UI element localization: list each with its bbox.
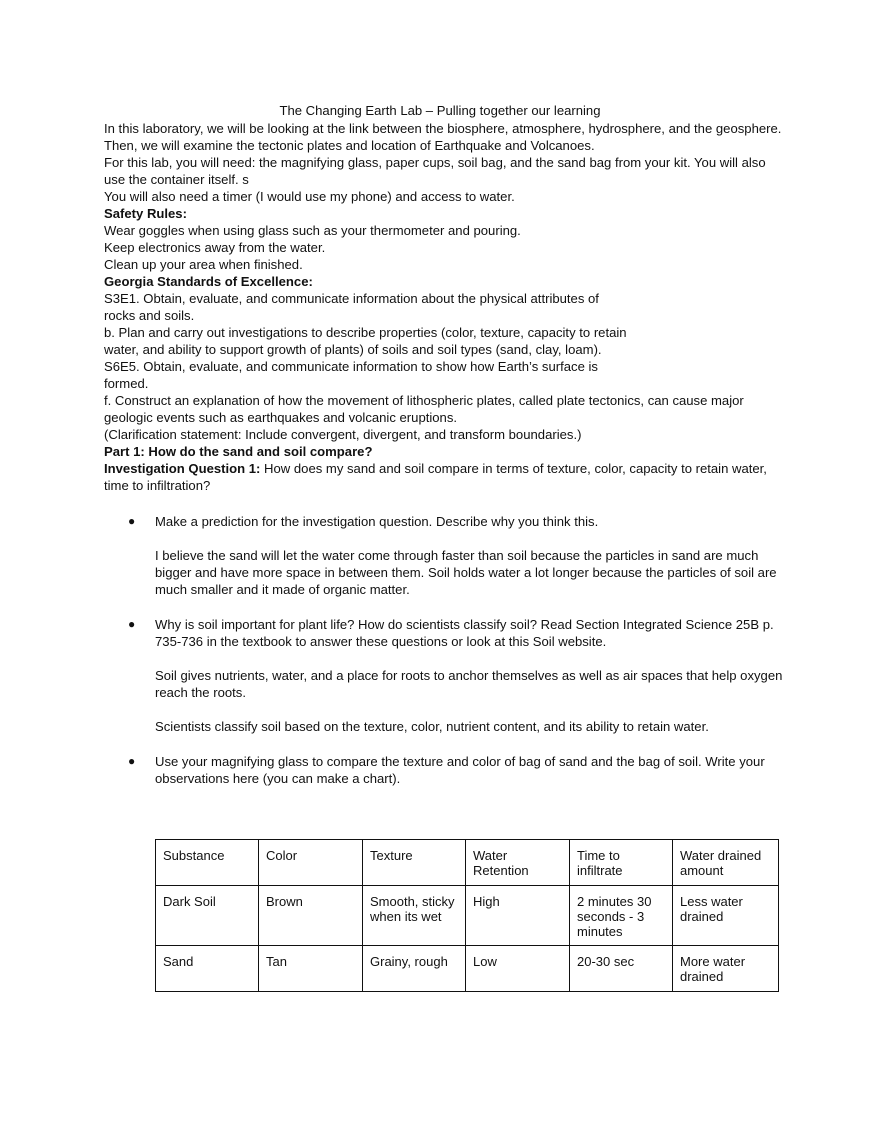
standard-line: b. Plan and carry out investigations to describe properties (color, texture, capacity to retain — [104, 325, 627, 340]
answer-line: much smaller and it made of organic matter. — [155, 582, 410, 597]
table-cell: More water drained — [673, 946, 779, 992]
standard-line: S6E5. Obtain, evaluate, and communicate information to show how Earth’s surface is — [104, 359, 598, 374]
observation-table — [155, 839, 779, 992]
standard-line: geologic events such as earthquakes and volcanic eruptions. — [104, 410, 458, 425]
bullet-icon: ● — [128, 754, 136, 768]
bullet-soil-question: 735-736 in the textbook to answer these questions or look at this Soil website. — [155, 634, 607, 649]
materials-line-1: For this lab, you will need: the magnifying glass, paper cups, soil bag, and the sand bag from your kit. You will also — [104, 155, 766, 170]
materials-line-3: You will also need a timer (I would use my phone) and access to water. — [104, 189, 515, 204]
table-cell: Dark Soil — [156, 886, 259, 946]
table-cell: 20-30 sec — [570, 946, 673, 992]
table-header-cell: Time to infiltrate — [570, 840, 673, 886]
bullet-observation: Use your magnifying glass to compare the texture and color of bag of sand and the bag of soil. Write your — [155, 754, 765, 769]
table-row — [156, 946, 779, 992]
safety-rule: Keep electronics away from the water. — [104, 240, 326, 255]
investigation-question-label: Investigation Question 1: — [104, 461, 261, 476]
answer-line: bigger and have more space in between them. Soil holds water a lot longer because the particles of soil are — [155, 565, 777, 580]
table-header-cell: Water Retention — [466, 840, 570, 886]
table-cell: Grainy, rough — [363, 946, 466, 992]
investigation-question — [104, 460, 767, 477]
safety-heading: Safety Rules: — [104, 206, 187, 221]
table-row — [156, 886, 779, 946]
table-cell: Low — [466, 946, 570, 992]
table-cell: Tan — [259, 946, 363, 992]
safety-rule: Wear goggles when using glass such as your thermometer and pouring. — [104, 223, 521, 238]
investigation-question-text-2: time to infiltration? — [104, 478, 211, 493]
standard-line: rocks and soils. — [104, 308, 195, 323]
table-header-cell: Texture — [363, 840, 466, 886]
table-header-row — [156, 840, 779, 886]
table-cell: 2 minutes 30 seconds - 3 minutes — [570, 886, 673, 946]
intro-line-2: Then, we will examine the tectonic plates and location of Earthquake and Volcanoes. — [104, 138, 595, 153]
table-header-cell: Water drained amount — [673, 840, 779, 886]
standard-line: water, and ability to support growth of plants) of soils and soil types (sand, clay, loam). — [104, 342, 602, 357]
table-header-cell: Color — [259, 840, 363, 886]
answer-line: reach the roots. — [155, 685, 246, 700]
table-header-cell: Substance — [156, 840, 259, 886]
materials-line-2: use the container itself. s — [104, 172, 249, 187]
standard-line: formed. — [104, 376, 149, 391]
bullet-soil-question: Why is soil important for plant life? How do scientists classify soil? Read Section Integrated Science 25B p. — [155, 617, 774, 632]
standard-line: S3E1. Obtain, evaluate, and communicate information about the physical attributes of — [104, 291, 599, 306]
table-cell: Sand — [156, 946, 259, 992]
bullet-icon: ● — [128, 514, 136, 528]
answer-line: Scientists classify soil based on the texture, color, nutrient content, and its ability to retain water. — [155, 719, 709, 734]
bullet-observation: observations here (you can make a chart). — [155, 771, 401, 786]
standard-line: f. Construct an explanation of how the movement of lithospheric plates, called plate tectonics, can cause major — [104, 393, 744, 408]
standard-line: (Clarification statement: Include convergent, divergent, and transform boundaries.) — [104, 427, 582, 442]
safety-rule: Clean up your area when finished. — [104, 257, 303, 272]
answer-line: I believe the sand will let the water come through faster than soil because the particles in sand are much — [155, 548, 759, 563]
table-cell: Smooth, sticky when its wet — [363, 886, 466, 946]
table-cell: Brown — [259, 886, 363, 946]
intro-line-1: In this laboratory, we will be looking at the link between the biosphere, atmosphere, hydrosphere, and the geosphere. — [104, 121, 782, 136]
answer-line: Soil gives nutrients, water, and a place for roots to anchor themselves as well as air spaces that help oxygen — [155, 668, 783, 683]
table-cell: High — [466, 886, 570, 946]
table-cell: Less water drained — [673, 886, 779, 946]
bullet-prediction: Make a prediction for the investigation question. Describe why you think this. — [155, 514, 599, 529]
part1-heading: Part 1: How do the sand and soil compare? — [104, 444, 373, 459]
standards-heading: Georgia Standards of Excellence: — [104, 274, 313, 289]
page-title: The Changing Earth Lab – Pulling together our learning — [279, 103, 601, 118]
bullet-icon: ● — [128, 617, 136, 631]
investigation-question-text: How does my sand and soil compare in terms of texture, color, capacity to retain water, — [260, 461, 767, 476]
